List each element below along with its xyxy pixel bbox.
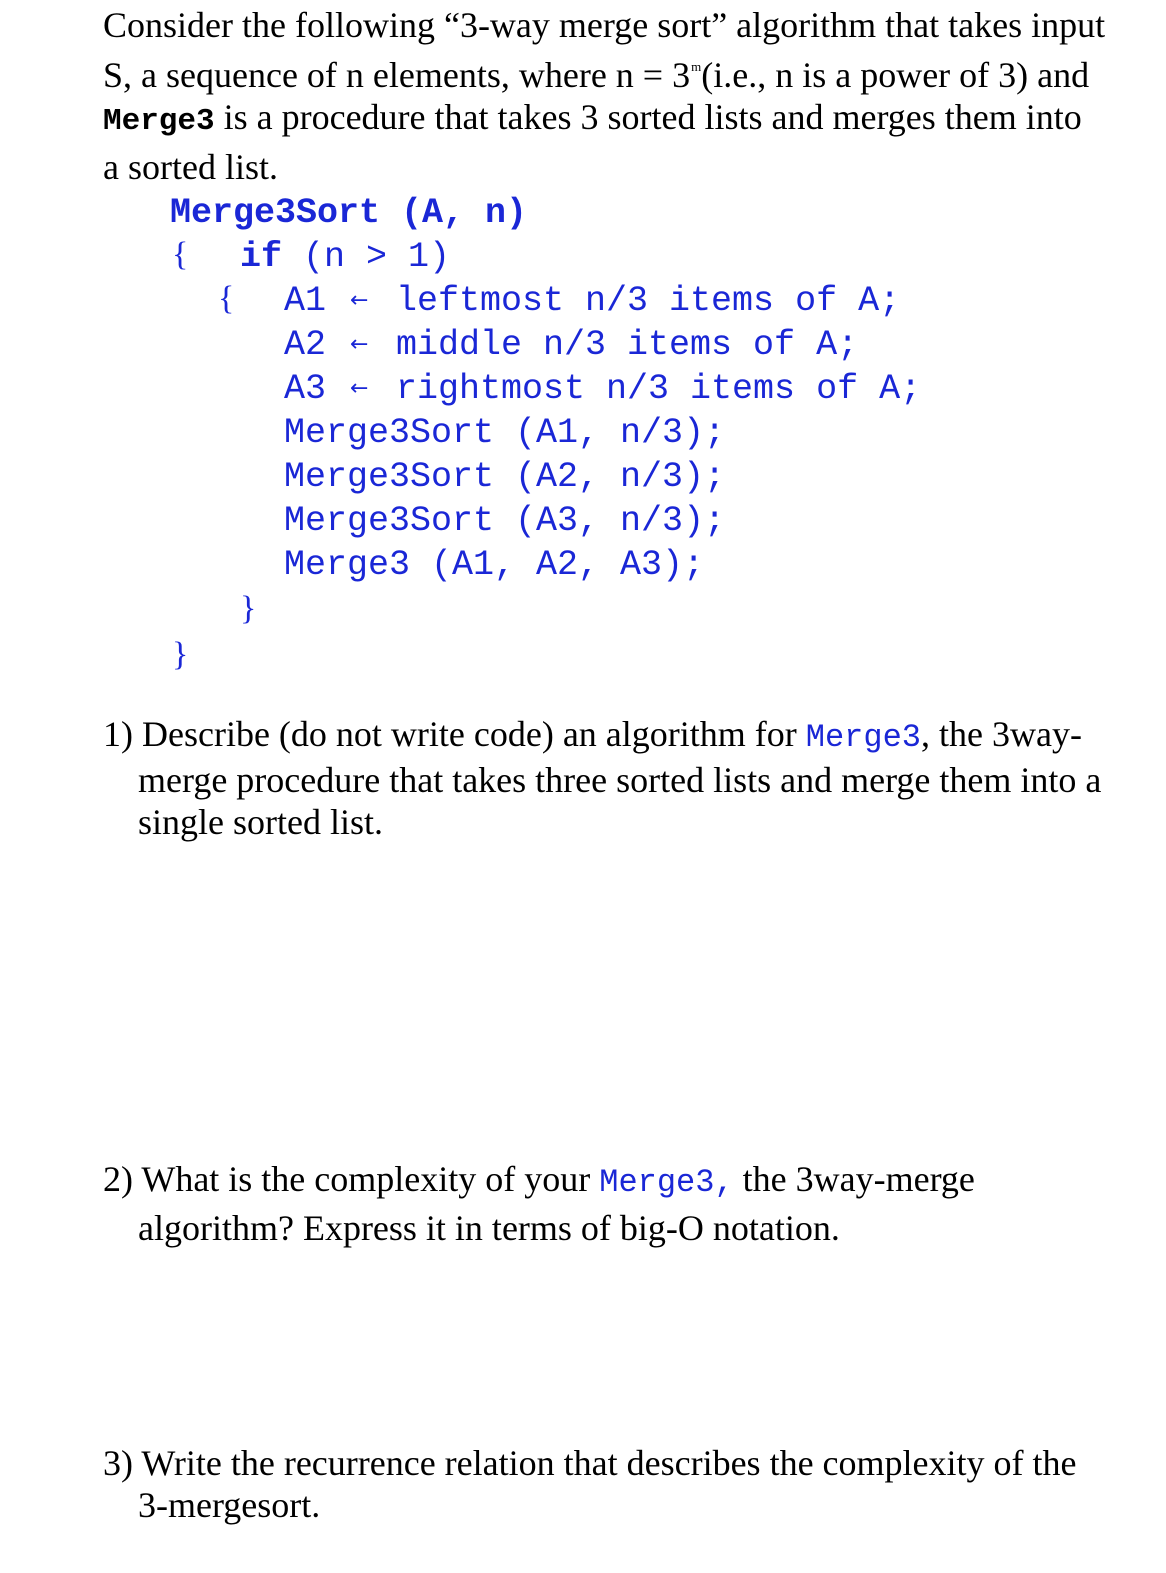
exponent-m: m [691,59,702,74]
left-arrow-icon: ← [350,288,369,313]
inner-open-brace: { [218,280,235,317]
question-1-line-1 [103,713,1101,759]
assign-a3-text: rightmost n/3 items of A; [396,369,922,409]
outer-close-brace: } [172,636,189,673]
call-merge3sort-a3: Merge3Sort (A3, n/3); [284,501,726,541]
question-1-text: 1) Describe (do not write code) an algorithm for [103,714,806,754]
merge3-inline-code: Merge3 [805,719,921,756]
question-3-line-1: 3) Write the recurrence relation that describes the complexity of the [103,1443,1077,1483]
question-1-line-3: single sorted list. [138,802,383,842]
intro-line-2-start: S, a sequence of n elements, where n = 3 [103,55,691,95]
code-header: Merge3Sort (A, n) [170,193,528,233]
intro-line-3-rest: is a procedure that takes 3 sorted lists and merges them into [214,97,1082,137]
intro-line-2-end: (i.e., n is a power of 3) and [701,55,1090,95]
merge3-keyword: Merge3 [103,104,215,139]
intro-line-3 [103,96,1103,143]
question-2-text: 2) What is the complexity of your [103,1159,600,1199]
question-2 [103,1158,975,1249]
outer-open-brace: { [172,236,189,273]
inner-close-brace: } [240,590,257,627]
question-2-line-1 [103,1158,975,1204]
intro-paragraph [103,4,1106,188]
question-1-text-end: , the 3way- [920,714,1082,754]
if-line [240,235,450,279]
question-1-line-2: merge procedure that takes three sorted lists and merge them into a [138,760,1102,800]
if-keyword: if [240,237,283,277]
call-merge3: Merge3 (A1, A2, A3); [284,545,705,585]
if-condition: (n > 1) [282,237,451,277]
assign-a3-var: A3 [284,369,327,409]
left-arrow-icon: ← [350,376,369,401]
question-2-text-end: the 3way-merge [733,1159,975,1199]
intro-line-1: Consider the following “3-way merge sort” algorithm that takes input [103,5,1106,45]
left-arrow-icon: ← [350,332,369,357]
assign-a1-text: leftmost n/3 items of A; [396,281,901,321]
question-1 [103,713,1101,843]
assign-a2-text: middle n/3 items of A; [396,325,859,365]
intro-line-2 [103,46,1103,96]
question-3 [103,1442,1076,1526]
assign-a1-var: A1 [284,281,327,321]
call-merge3sort-a1: Merge3Sort (A1, n/3); [284,413,726,453]
merge3-inline-code: Merge3, [599,1164,734,1201]
intro-line-4: a sorted list. [103,147,278,187]
question-2-line-2: algorithm? Express it in terms of big-O notation. [138,1208,840,1248]
question-3-line-2: 3-mergesort. [138,1485,321,1525]
assign-a2-var: A2 [284,325,327,365]
call-merge3sort-a2: Merge3Sort (A2, n/3); [284,457,726,497]
